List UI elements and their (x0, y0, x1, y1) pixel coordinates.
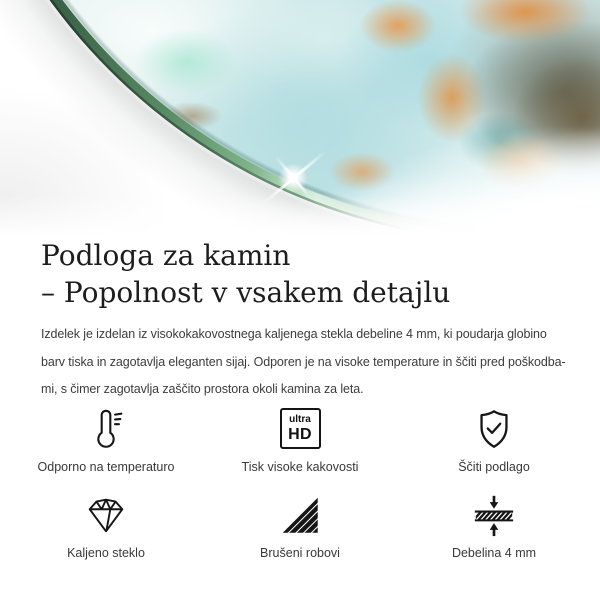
page-title (41, 237, 560, 311)
thickness-icon (471, 492, 517, 538)
description-line: Izdelek je izdelan iz visokokakovostnega kaljenega stekla debeline 4 mm, ki poudarja globino (41, 327, 547, 341)
feature-label: Kaljeno steklo (67, 545, 145, 560)
feature-label: Brušeni robovi (260, 545, 340, 560)
feature-polished-edges (203, 492, 397, 560)
feature-tempered-glass (9, 492, 203, 560)
product-photo (0, 0, 600, 235)
product-description (41, 321, 600, 404)
feature-label: Debelina 4 mm (451, 545, 537, 560)
polished-edges-icon (277, 492, 323, 538)
feature-protects-surface (397, 406, 591, 474)
feature-thickness (397, 492, 591, 560)
description-line: mi, s čimer zagotavlja zaščito prostora okoli kamina za leta. (41, 382, 364, 396)
ultra-hd-icon: ultra HD (280, 406, 321, 452)
page-title-line2: – Popolnost v vsakem detajlu (41, 276, 451, 309)
description-line: barv tiska in zagotavlja eleganten sijaj. Odporen je na visoke temperature in ščiti pred poškodba- (41, 354, 566, 369)
feature-grid (0, 406, 600, 560)
feature-label: Tisk visoke kakovosti (241, 459, 359, 474)
page-title-line1: Podloga za kamin (41, 239, 291, 272)
diamond-icon (83, 492, 129, 538)
feature-label: Ščiti podlago (458, 459, 530, 474)
feature-print-quality (203, 406, 397, 474)
feature-label: Odporno na temperaturo (37, 459, 175, 474)
shield-check-icon (471, 406, 517, 452)
thermometer-icon (83, 406, 129, 452)
feature-temperature (9, 406, 203, 474)
